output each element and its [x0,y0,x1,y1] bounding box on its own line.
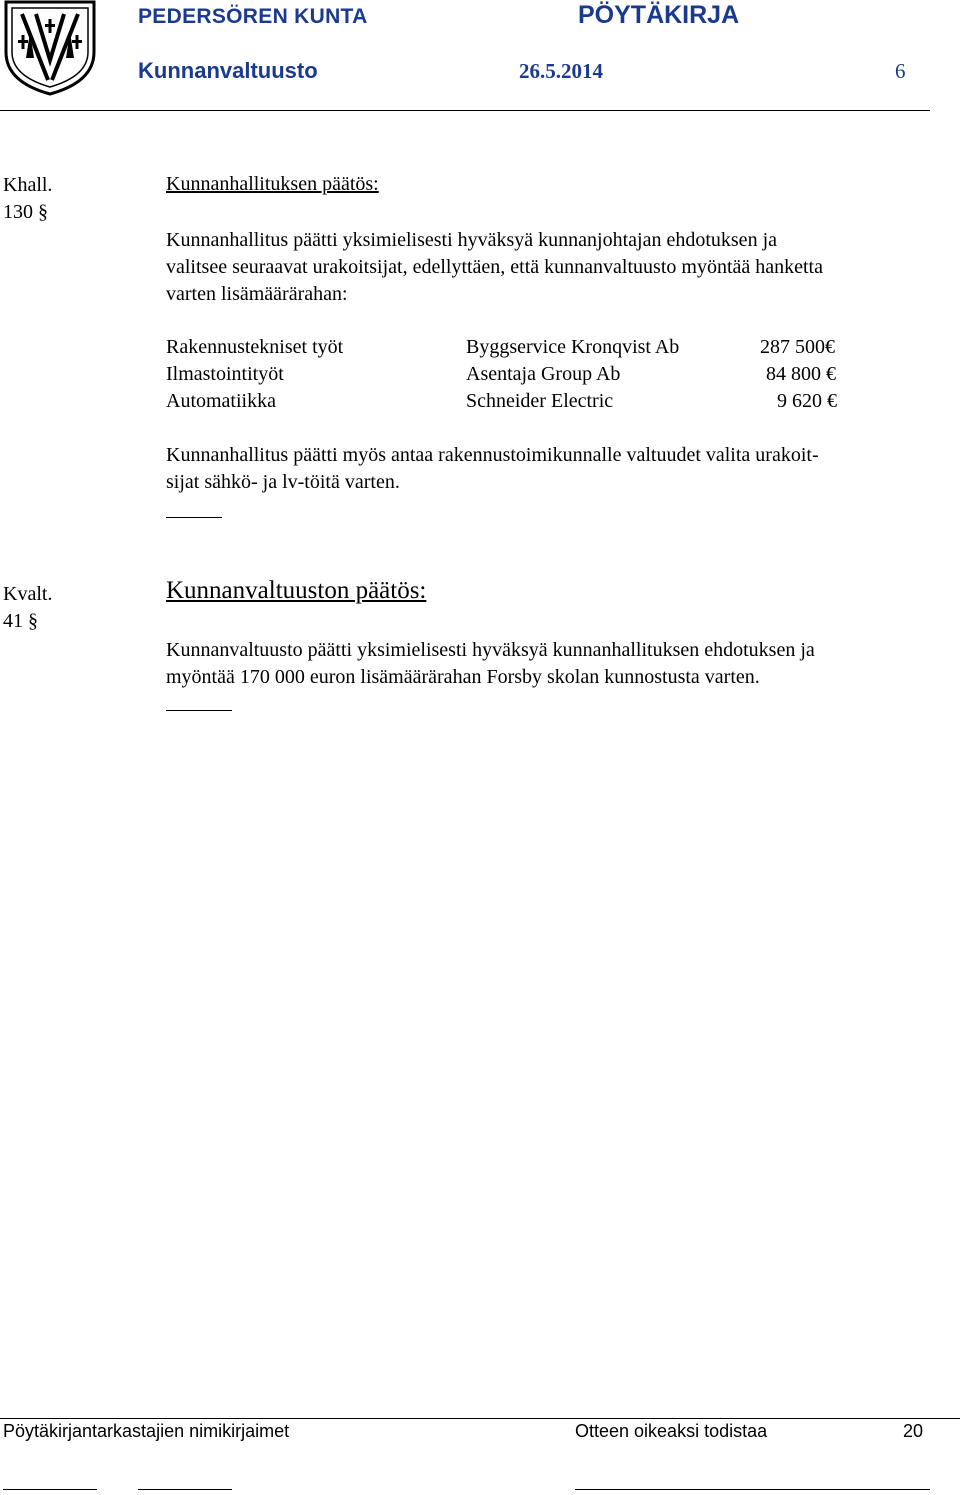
section2-heading: Kunnanvaltuuston päätös: [166,577,427,604]
meeting-date: 26.5.2014 [519,59,603,83]
contract-amount: 9 620 € [777,390,837,412]
coat-of-arms-icon [2,0,98,96]
header-divider [0,110,930,111]
document-type: PÖYTÄKIRJA [578,1,740,29]
page-number: 6 [895,59,906,83]
section2-ref-number: 41 § [3,610,38,632]
contract-contractor: Schneider Electric [466,390,614,412]
section2-end-rule [166,710,232,711]
footer-initials-label: Pöytäkirjantarkastajien nimikirjaimet [3,1421,290,1441]
contract-work: Automatiikka [166,390,276,412]
footer-divider [0,1418,960,1419]
contract-work: Rakennustekniset työt [166,336,344,358]
signature-line [138,1489,232,1490]
section2-ref-label: Kvalt. [3,583,53,605]
section1-ref-label: Khall. [3,174,53,196]
signature-line [575,1489,930,1490]
contract-amount: 84 800 € [766,363,836,385]
governing-body: Kunnanvaltuusto [138,58,318,83]
section1-para2-line: sijat sähkö- ja lv-töitä varten. [166,471,400,493]
section1-heading: Kunnanhallituksen päätös: [166,173,379,195]
section1-para1-line: varten lisämäärärahan: [166,283,348,305]
section1-ref-number: 130 § [3,201,48,223]
section1-end-rule [166,517,222,518]
section1-para1-line: valitsee seuraavat urakoitsijat, edellyttäen, että kunnanvaltuusto myöntää hanketta [166,256,823,278]
contract-amount: 287 500€ [760,336,835,358]
section1-para2-line: Kunnanhallitus päätti myös antaa rakennustoimikunnalle valtuudet valita urakoit- [166,444,819,466]
section1-para1-line: Kunnanhallitus päätti yksimielisesti hyväksyä kunnanjohtajan ehdotuksen ja [166,229,777,251]
contract-contractor: Byggservice Kronqvist Ab [466,336,680,358]
organization-name: PEDERSÖREN KUNTA [138,5,368,28]
signature-line [3,1489,97,1490]
footer-certified-label: Otteen oikeaksi todistaa [575,1421,768,1441]
section2-para-line: myöntää 170 000 euron lisämäärärahan Forsby skolan kunnostusta varten. [166,666,760,688]
section2-para-line: Kunnanvaltuusto päätti yksimielisesti hyväksyä kunnanhallituksen ehdotuksen ja [166,639,815,661]
contract-contractor: Asentaja Group Ab [466,363,621,385]
footer-number: 20 [903,1421,924,1441]
contract-work: Ilmastointityöt [166,363,284,385]
